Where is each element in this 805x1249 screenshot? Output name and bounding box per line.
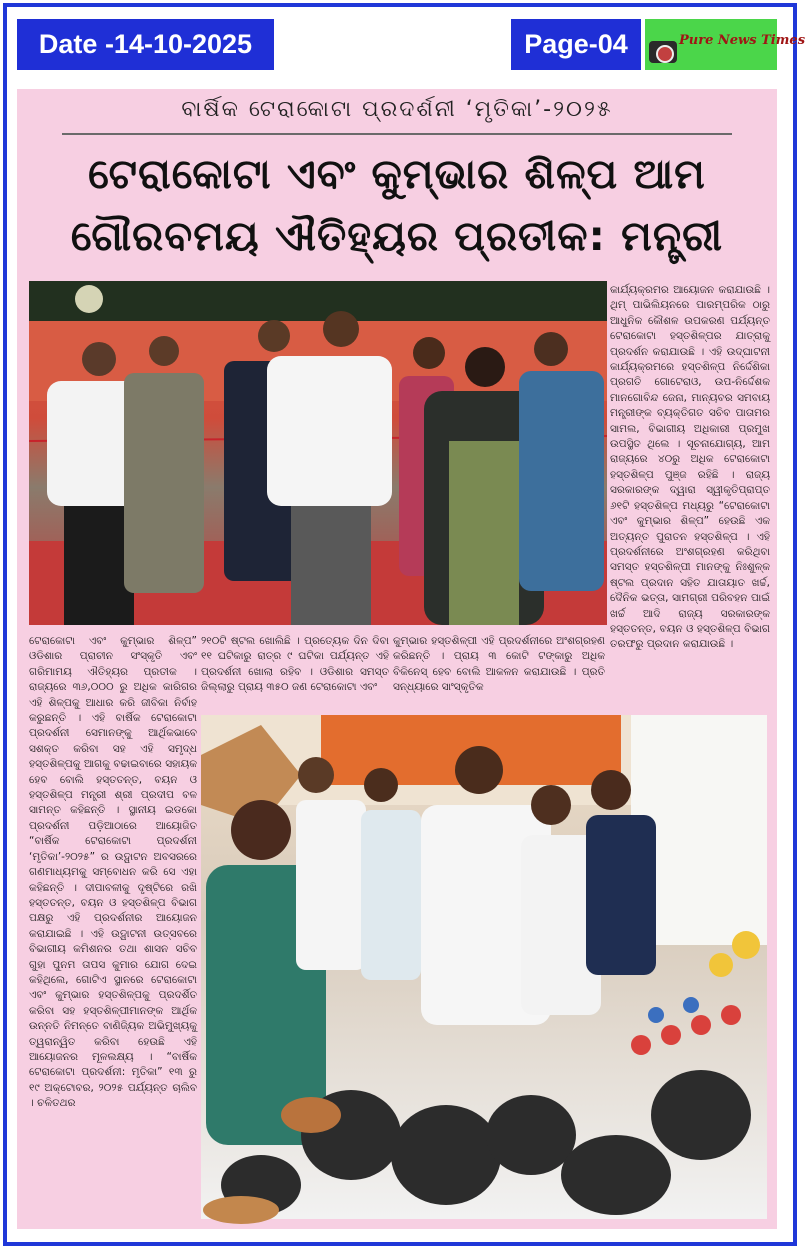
page-number-label: Page-04 [511, 19, 641, 70]
article-headline [17, 143, 777, 267]
article [17, 89, 777, 1229]
ribbon-cutting-illustration [29, 281, 607, 625]
headline-line-1: ଟେରାକୋଟା ଏବଂ କୁମ୍ଭାର ଶିଳ୍ପ ଆମ [88, 150, 706, 198]
kicker-divider [62, 133, 732, 135]
terracotta-display-photo [201, 715, 767, 1219]
article-column-left: ଟେରାକୋଟା ଏବଂ କୁମ୍ଭାର ଶିଳ୍ପ” ଓଡିଶାର ପ୍ରାଚୀନ ସଂସ୍କୃତି ଏବଂ ଗରିମାମୟ ଐତିହ୍ୟର ପ୍ରତୀକ । ରାଜ୍ୟରେ ୩୬,୦୦୦ ରୁ ଅଧିକ କାରିଗର ଏହି ଶିଳ୍ପକୁ ଆଧାର କରି ଜୀବିକା ନିର୍ବାହ କରୁଛନ୍ତି । ଏହି ବାର୍ଷିକ ଟେରାକୋଟା ପ୍ରଦର୍ଶନୀ ସେମାନଙ୍କୁ ଆର୍ଥିକଭାବେ ସଶକ୍ତ କରିବା ସହ ଏହି ସମୃଦ୍ଧ ହସ୍ତଶିଳ୍ପକୁ ଆଗକୁ ବଢାଇବାରେ ସହାୟକ ହେବ ବୋଲି ହସ୍ତତନ୍ତ, ବୟନ ଓ ହସ୍ତଶିଳ୍ପ ମନ୍ତ୍ରୀ ଶ୍ରୀ ପ୍ରଦୀପ ବଳ ସାମନ୍ତ କହିଛନ୍ତି । ସ୍ଥାନୀୟ ଇଡକୋ ପ୍ରଦର୍ଶନୀ ପଡ଼ିଆଠାରେ ଆୟୋଜିତ “ବାର୍ଷିକ ଟେରାକୋଟା ପ୍ରଦର୍ଶନୀ ‘ମୃତିକା’-୨୦୨୫” ର ଉଦ୍ଘାଟନ ଅବସରରେ ଗଣମାଧ୍ୟମକୁ ସମ୍ବୋଧନ କରି ସେ ଏହା କହିଛନ୍ତି । ଦୀପାବଳୀକୁ ଦୃଷ୍ଟିରେ ରଖି ହସ୍ତତନ୍ତ, ବୟନ ଓ ହସ୍ତଶିଳ୍ପ ବିଭାଗ ପକ୍ଷରୁ ଏହି ପ୍ରଦର୍ଶନୀର ଆୟୋଜନ କରାଯାଇଛି । ଏହି ଉଦ୍ଘାଟନୀ ଉତ୍ସବରେ ବିଭାଗୀୟ କମିଶନର ତଥା ଶାସନ ସଚିବ ଗୁହା ପୁନମ ତାପସ କୁମାର ଯୋଗ ଦେଇ କହିଥିଲେ, ଗୋଟିଏ ସ୍ଥାନରେ ଟେରାକୋଟା ଏବଂ କୁମ୍ଭାର ହସ୍ତଶିଳ୍ପକୁ ପ୍ରଦର୍ଶିତ କରିବା ସହ ହସ୍ତଶିଳ୍ପୀମାନଙ୍କ ଆର୍ଥିକ ଉନ୍ନତି ନିମନ୍ତେ ବାଣିଜ୍ୟିକ ଅଭିମୁଖ୍ୟକୁ ତ୍ୱରାନ୍ୱିତ କରିବା ହେଉଛି ଏହି ଆୟୋଜନର ମୂଳଲକ୍ଷ୍ୟ । “ବାର୍ଷିକ ଟେରାକୋଟା ପ୍ରଦର୍ଶନୀ: ମୃତିକା” ୧୩ ରୁ ୧୯ ଅକ୍ଟୋବର, ୨୦୨୫ ପର୍ଯ୍ୟନ୍ତ ଚାଲିବ । ଚଳିତଥର [29, 635, 197, 1110]
article-kicker: ବାର୍ଷିକ ଟେରାକୋଟା ପ୍ରଦର୍ଶନୀ ‘ମୃତିକା’-୨୦୨୫ [181, 97, 613, 122]
newspaper-logo [645, 19, 805, 70]
date-label: Date -14-10-2025 [17, 19, 274, 70]
headline-line-2: ଗୌରବମୟ ଐତିହ୍ୟର ପ୍ରତୀକ: ମନ୍ତ୍ରୀ [70, 212, 724, 260]
article-column-middle-1: ୨୧୦ଟି ଷ୍ଟଲ ଖୋଲିଛି । ପ୍ରତ୍ୟେକ ଦିନ ଦିବା ୧୧ ଘଟିକାରୁ ରାତ୍ର ୯ ଘଟିକା ପର୍ଯ୍ୟନ୍ତ ଏହି ପ୍ରଦର୍ଶନୀ ଖୋଲା ରହିବ । ଓଡିଶାର ସମସ୍ତ ଜିଲ୍ଲାରୁ ପ୍ରାୟ ୩୫୦ ଜଣ ଟେରାକୋଟା ଏବଂ [201, 635, 389, 694]
article-column-middle-2: କୁମ୍ଭାର ହସ୍ତଶିଳ୍ପୀ ଏହି ପ୍ରଦର୍ଶନୀରେ ଅଂଶଗ୍ରହଣ କରିଛନ୍ତି । ପ୍ରାୟ ୩ କୋଟି ଟଙ୍କାରୁ ଅଧିକ ବିକିନେସ୍ ହେବ ବୋଲି ଆକଳନ କରାଯାଉଛି । ପ୍ରତି ସନ୍ଧ୍ୟାରେ ସାଂସ୍କୃତିକ [393, 635, 605, 694]
logo-text: Pure News Times [679, 33, 805, 48]
article-column-right: କାର୍ଯ୍ୟକ୍ରମର ଆୟୋଜନ କରାଯାଉଛି । ଥିମ୍ ପାଭିଲିୟନରେ ପାରମ୍ପରିକ ଠାରୁ ଆଧୁନିକ କୌଶଳ ଉପକରଣ ପର୍ଯ୍ୟନ୍ତ ଟେରାକୋଟା ହସ୍ତଶିଳ୍ପର ଯାତ୍ରାକୁ ପ୍ରଦର୍ଶନ କରାଯାଉଛି । ଏହି ଉଦ୍‌ଘାଟନୀ କାର୍ଯ୍ୟକ୍ରମରେ ହସ୍ତଶିଳ୍ପ ନିର୍ଦ୍ଦେଶିକା ପ୍ରଗତି ଗୋଟେରାଓ, ଉପ-ନିର୍ଦ୍ଦେଶକ ମାନଗୋବିନ୍ଦ ଜେନା, ମାନ୍ୟବର ସମବାୟ ମନ୍ତ୍ରୀଙ୍କ ବ୍ୟକ୍ତିଗତ ସଚିବ ପାତାମର ସାମଲ, ବିଭାଗୀୟ ଅଧିକାରୀ ପ୍ରମୁଖ ଉପସ୍ଥିତ ଥିଲେ । ସୂଚନାଯୋଗ୍ୟ, ଆମ ରାଜ୍ୟରେ ୪୦ରୁ ଅଧିକ ଟେରାକୋଟା ହସ୍ତଶିଳ୍ପ ପୁଞ୍ଜ ରହିଛି । ରାଜ୍ୟ ସରକାରଙ୍କ ଦ୍ୱାରା ସ୍ୱୀକୃତିପ୍ରାପ୍ତ ୬୧ଟି ହସ୍ତଶିଳ୍ପ ମଧ୍ୟରୁ “ଟେରାକୋଟା ଏବଂ କୁମ୍ଭାର ଶିଳ୍ପ” ହେଉଛି ଏକ ଅତ୍ୟନ୍ତ ପୁରାତନ ହସ୍ତଶିଳ୍ପ । ଏହି ପ୍ରଦର୍ଶନୀରେ ଅଂଶଗ୍ରହଣ କରିଥିବା ସମସ୍ତ ହସ୍ତଶିଳ୍ପୀ ମାନଙ୍କୁ ନିଃଶୁଳ୍କ ଷ୍ଟଲ ପ୍ରଦାନ ସହିତ ଯାତାୟାତ ଖର୍ଚ୍ଚ, ଦୈନିକ ଭତ୍ତା, ସାମଗ୍ରୀ ପରିବହନ ପାଇଁ ଖର୍ଚ୍ଚ ଆଦି ରାଜ୍ୟ ସରକାରଙ୍କ ହସ୍ତତନ୍ତ, ବୟନ ଓ ହସ୍ତଶିଳ୍ପ ବିଭାଗ ତରଫରୁ ପ୍ରଦାନ କରାଯାଉଛି । [610, 284, 770, 651]
terracotta-display-illustration [201, 715, 767, 1219]
ribbon-cutting-photo [29, 281, 607, 625]
camera-icon [649, 41, 677, 63]
